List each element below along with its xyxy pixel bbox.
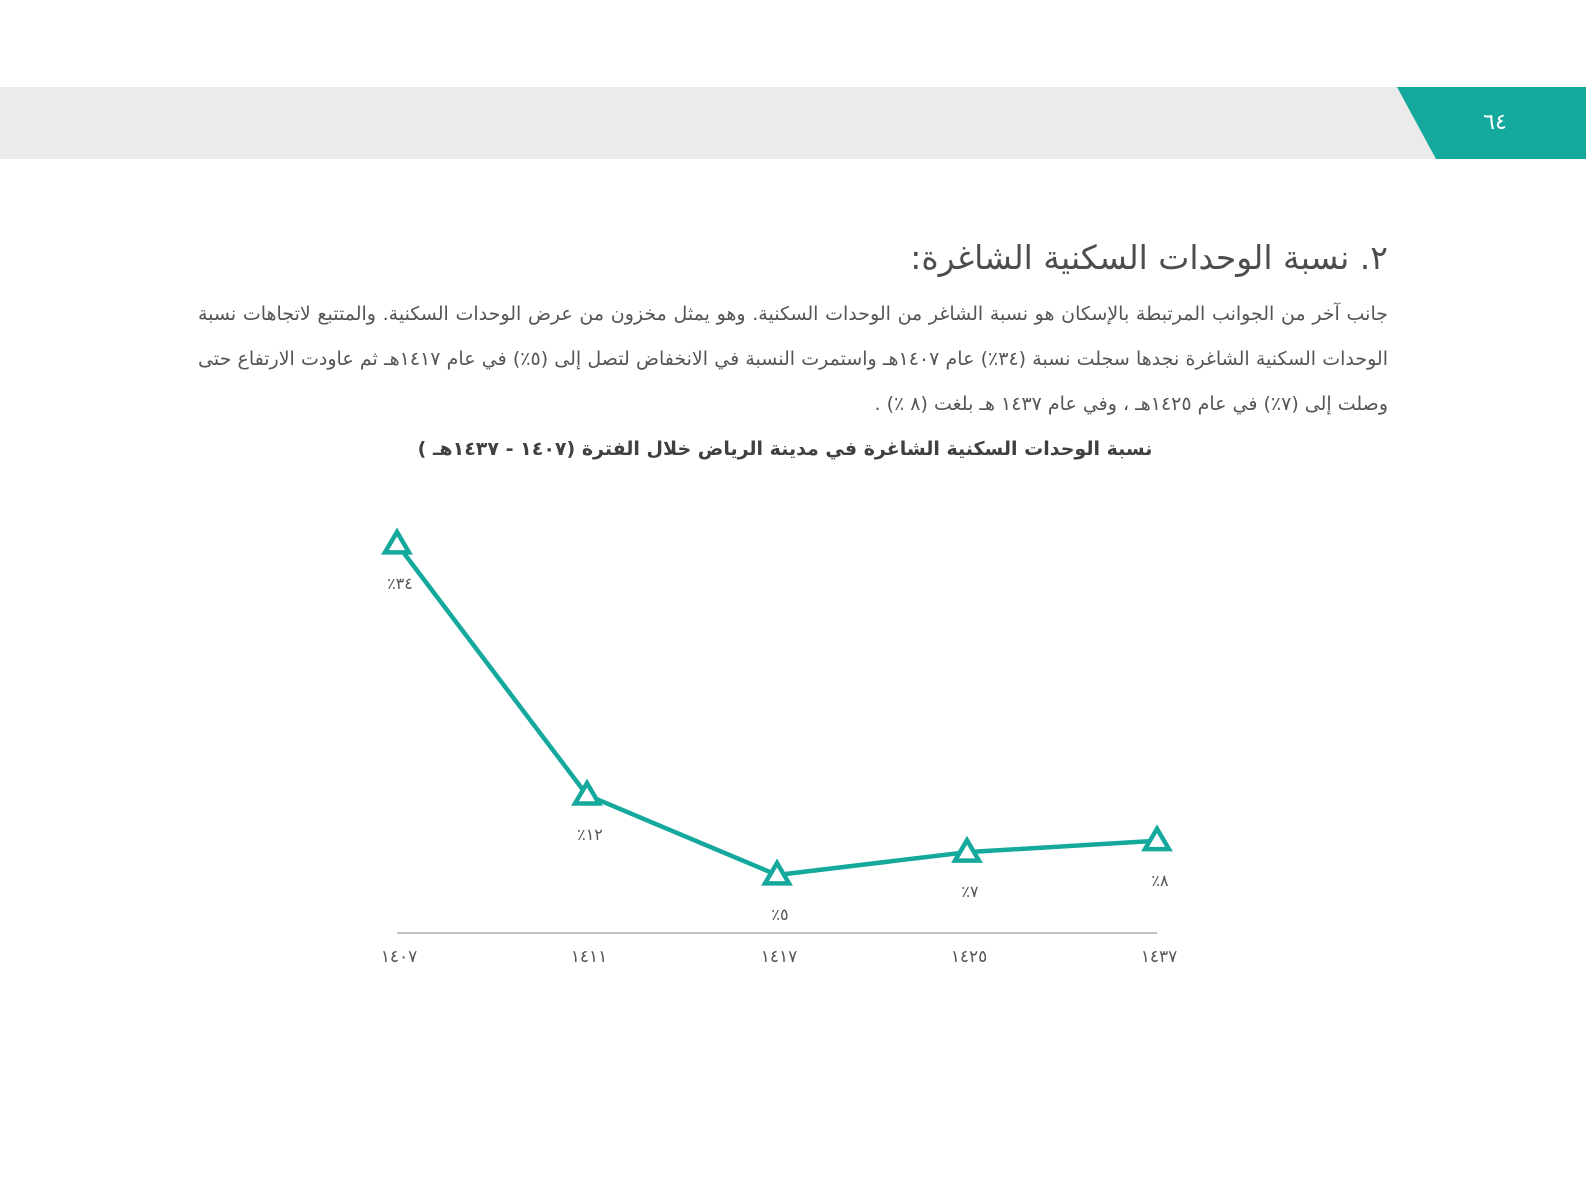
x-tick-label: ١٤٢٥ — [950, 947, 988, 967]
data-label: ٪٨ — [1151, 870, 1169, 890]
data-point-marker — [1145, 829, 1169, 849]
data-point-marker — [765, 863, 789, 883]
x-tick-label: ١٤٠٧ — [380, 947, 418, 967]
x-tick-label: ١٤١٧ — [760, 947, 798, 967]
page-number: ٦٤ — [1483, 110, 1507, 135]
body-paragraph: جانب آخر من الجوانب المرتبطة بالإسكان هو نسبة الشاغر من الوحدات السكنية. وهو يمثل مخزون من عرض الوحدات السكنية. والمتتبع لاتجاهات نسبة الوحدات السكنية الشاغرة نجدها سجلت نسبة (٣٤٪) عام ١٤٠٧هـ واستمرت النسبة في الانخفاض لتصل إلى (٥٪) في عام ١٤١٧هـ ثم عاودت الارتفاع حتى وصلت إلى (٧٪) في عام ١٤٢٥هـ ، وفي عام ١٤٣٧ هـ بلغت (٨ ٪) . — [198, 303, 1389, 415]
section-title: ٢. نسبة الوحدات السكنية الشاغرة: — [910, 238, 1388, 277]
data-point-marker — [955, 840, 979, 860]
data-point-marker — [385, 532, 409, 552]
x-tick-label: ١٤٣٧ — [1140, 947, 1178, 967]
series-line — [397, 544, 1157, 875]
chart-title: نسبة الوحدات السكنية الشاغرة في مدينة الرياض خلال الفترة (١٤٠٧ - ١٤٣٧هـ ) — [417, 438, 1153, 460]
data-label: ٪٧ — [961, 882, 979, 902]
data-label: ٪٥ — [771, 905, 789, 924]
data-label: ٪٣٤ — [387, 574, 413, 593]
x-tick-label: ١٤١١ — [570, 947, 608, 967]
data-label: ٪١٢ — [577, 825, 603, 845]
